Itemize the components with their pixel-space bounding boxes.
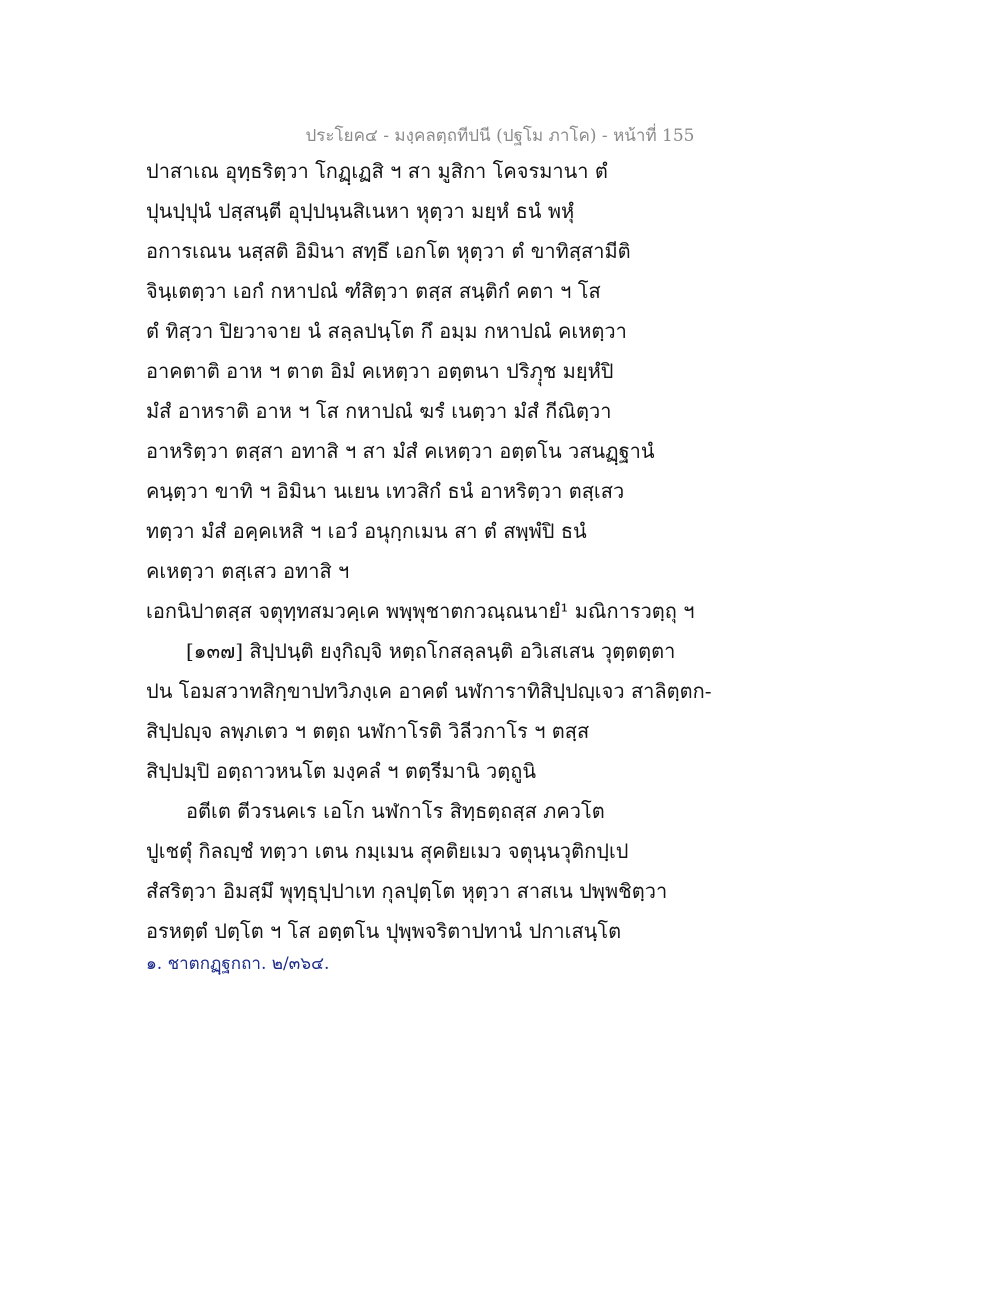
text-line: ปน โอมสวาทสิกฺขาปทวิภงฺเค อาคตํ นฬการาทิสิปฺปญฺเจว สาลิตฺตก- [146,679,712,703]
text-line: สํสริตฺวา อิมสฺมึ พุทฺธุปฺปาเท กุลปุตฺโต หุตฺวา สาสเน ปพฺพชิตฺวา [146,879,668,903]
section-paragraph-start: [๑๓๗] สิปฺปนฺติ ยงฺกิญฺจิ หตฺถโกสลฺลนฺติ อวิเสเสน วุตฺตตฺตา [186,639,676,663]
text-line: จินฺเตตฺวา เอกํ กหาปณํ ฑํสิตฺวา ตสฺส สนฺติกํ คตา ฯ โส [146,279,601,303]
text-line: ตํ ทิสฺวา ปิยวาจาย นํ สลฺลปนฺโต กึ อมฺม กหาปณํ คเหตฺวา [146,319,627,343]
text-line: ปุนปฺปุนํ ปสฺสนฺตี อุปฺปนฺนสิเนหา หุตฺวา มยฺหํ ธนํ พหุํ [146,199,575,223]
text-line: คนฺตฺวา ขาทิ ฯ อิมินา นเยน เทวสิกํ ธนํ อาหริตฺวา ตสฺเสว [146,479,625,503]
paragraph-start: อตีเต ตีวรนคเร เอโก นฬกาโร สิทฺธตฺถสฺส ภควโต [186,799,605,823]
text-line: สิปฺปญฺจ ลพฺภเตว ฯ ตตฺถ นฬกาโรติ วิลีวกาโร ฯ ตสฺส [146,719,590,743]
text-line: คเหตฺวา ตสฺเสว อทาสิ ฯ [146,559,350,583]
text-line: ทตฺวา มํสํ อคฺคเหสิ ฯ เอวํ อนุกฺกเมน สา ตํ สพฺพํปิ ธนํ [146,519,587,543]
text-line: สิปฺปมฺปิ อตฺถาวหนโต มงฺคลํ ฯ ตตฺรีมานิ วตฺถูนิ [146,759,537,783]
page-header: ประโยค๔ - มงฺคลตฺถทีปนี (ปฐโม ภาโค) - หน้าที่ 155 [305,126,695,146]
text-line: มํสํ อาหราติ อาห ฯ โส กหาปณํ ฆรํ เนตฺวา มํสํ กีณิตฺวา [146,399,612,423]
text-line: อาคตาติ อาห ฯ ตาต อิมํ คเหตฺวา อตฺตนา ปริภฺุช มยฺหํปิ [146,359,614,383]
text-line: อรหตฺตํ ปตฺโต ฯ โส อตฺตโน ปุพฺพจริตาปทานํ ปกาเสนฺโต [146,919,622,943]
footnote: ๑. ชาตกฏฺฐกถา. ๒/๓๖๔. [146,954,330,974]
text-line: ปูเชตุํ กิลญฺชํ ทตฺวา เตน กมฺเมน สุคติยเมว จตุนฺนวุติกปฺเป [146,839,629,863]
text-line: อาหริตฺวา ตสฺสา อทาสิ ฯ สา มํสํ คเหตฺวา อตฺตโน วสนฏฺฐานํ [146,439,655,463]
story-reference-line: เอกนิปาตสฺส จตุทฺทสมวคฺเค พพฺพุชาตกวณฺณนายํ¹ มณิการวตฺถุ ฯ [146,599,695,623]
text-line: อการเณน นสฺสติ อิมินา สทฺธึ เอกโต หุตฺวา ตํ ขาทิสฺสามีติ [146,239,631,263]
text-line: ปาสาเณ อุทฺธริตฺวา โกฏฺเฏสิ ฯ สา มูสิกา โคจรมานา ตํ [146,159,608,183]
